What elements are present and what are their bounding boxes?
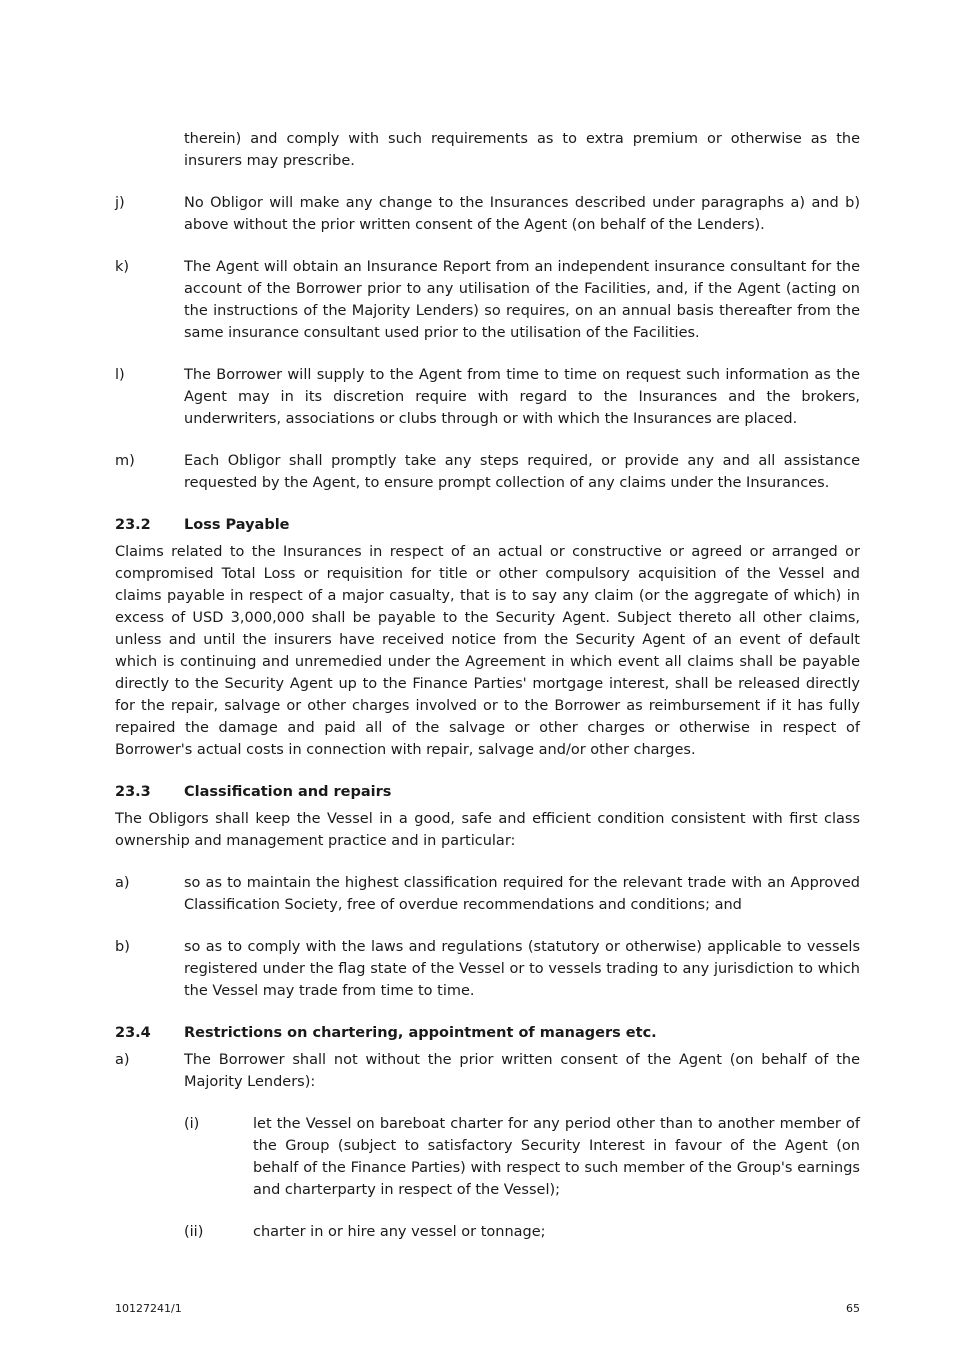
list-item-m (115, 450, 860, 494)
list-text: Each Obligor shall promptly take any steps required, or provide any and all assistance requested by the Agent, to ensure prompt collection of any claims under the Insurances. (184, 452, 860, 491)
list-text: so as to comply with the laws and regulations (statutory or otherwise) applicable to vessels registered under the flag state of the Vessel or to vessels trading to any jurisdiction to which the Vessel may trade from time to time. (184, 938, 860, 999)
sub-list-text: let the Vessel on bareboat charter for any period other than to another member of the Group (subject to satisfactory Security Interest in favour of the Agent (on behalf of the Finance Parties) with respect to such member of the Group's earnings and charterparty in respect of the Vessel); (253, 1115, 860, 1198)
section-title: Classification and repairs (184, 783, 392, 800)
list-item-l (115, 364, 860, 430)
page-footer (115, 1301, 860, 1317)
list-label: b) (115, 938, 130, 955)
loss-payable-paragraph: Claims related to the Insurances in respect of an actual or constructive or agreed or arranged or compromised Total Loss or requisition for title or other compulsory acquisition of the Vessel and claims payable in respect of a major casualty, that is to say any claim (or the aggregate of which) in excess of USD 3,000,000 shall be payable to the Security Agent. Subject thereto all other claims, unless and until the insurers have received notice from the Security Agent of an event of default which is continuing and unremedied under the Agreement in which event all claims shall be payable directly to the Security Agent up to the Finance Parties' mortgage interest, shall be released directly for the repair, salvage or other charges involved or to the Borrower as reimbursement if it has fully repaired the damage and paid all of the salvage or other charges or otherwise in respect of Borrower's actual costs in connection with repair, salvage and/or other charges. (115, 543, 860, 758)
list-item-a (115, 1049, 860, 1093)
sub-list-item-i (184, 1113, 860, 1201)
section-heading-23-2 (115, 514, 860, 536)
section-title: Loss Payable (184, 516, 290, 533)
section-heading-23-3 (115, 781, 860, 803)
list-text: The Borrower will supply to the Agent from time to time on request such information as the Agent may in its discretion require with regard to the Insurances and the brokers, underwriters, associations or clubs through or with which the Insurances are placed. (184, 366, 860, 427)
document-page (115, 113, 860, 1243)
section-title: Restrictions on chartering, appointment of managers etc. (184, 1024, 657, 1041)
section-number: 23.3 (115, 783, 151, 800)
sub-list-item-ii (184, 1221, 860, 1243)
sub-list-text: charter in or hire any vessel or tonnage; (253, 1223, 546, 1240)
list-text: No Obligor will make any change to the Insurances described under paragraphs a) and b) above without the prior written consent of the Agent (on behalf of the Lenders). (184, 194, 860, 233)
list-label: j) (115, 194, 125, 211)
section-number: 23.2 (115, 516, 151, 533)
sub-list-label: (i) (184, 1115, 200, 1132)
list-item-j (115, 192, 860, 236)
classification-intro: The Obligors shall keep the Vessel in a good, safe and efficient condition consistent with first class ownership and management practice and in particular: (115, 810, 860, 849)
list-item-k (115, 256, 860, 344)
list-label: k) (115, 258, 130, 275)
continuation-paragraph: therein) and comply with such requirements as to extra premium or otherwise as the insurers may prescribe. (184, 130, 860, 169)
list-text: The Agent will obtain an Insurance Report from an independent insurance consultant for the account of the Borrower prior to any utilisation of the Facilities, and, if the Agent (acting on the instructions of the Majority Lenders) so requires, on an annual basis thereafter from the same insurance consultant used prior to the utilisation of the Facilities. (184, 258, 860, 341)
list-item-b (115, 936, 860, 1002)
list-text: so as to maintain the highest classification required for the relevant trade with an Approved Classification Society, free of overdue recommendations and conditions; and (184, 874, 860, 913)
section-heading-23-4 (115, 1022, 860, 1044)
document-reference: 10127241/1 (115, 1302, 182, 1315)
list-label: a) (115, 1051, 130, 1068)
list-label: l) (115, 366, 125, 383)
list-label: m) (115, 452, 135, 469)
sub-list-label: (ii) (184, 1223, 204, 1240)
list-item-a (115, 872, 860, 916)
list-label: a) (115, 874, 130, 891)
section-number: 23.4 (115, 1024, 151, 1041)
page-number: 65 (846, 1302, 860, 1315)
list-text: The Borrower shall not without the prior written consent of the Agent (on behalf of the Majority Lenders): (184, 1051, 860, 1090)
